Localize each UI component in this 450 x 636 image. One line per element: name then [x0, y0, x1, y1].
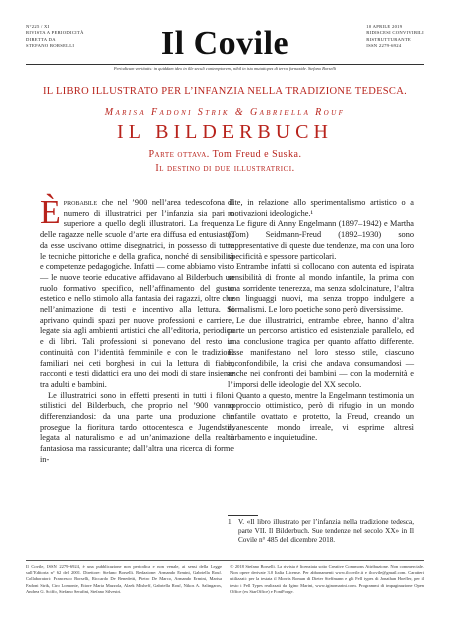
article-part: Parte ottava. [148, 149, 210, 160]
colophon-right: © 2018 Stefano Borselli. La rivista è licenziata sotto Creative Commons Attribuzione. Non commerciale. Non opere derivate 3.0 Italia License. Per abbonamenti www.ilcovile.it e ilcovile@gmail.com. Caratteri utilizzati: per la testata il Morris Roman di Dieter Steffmann e gli Fell types di Jonathan Hoefler, per il testo i Fell Types realizzati da Igino Marini, www.iginomarini.com. Programmi di impaginazione Open Office (ex StarOffice) e FontForge. [230, 564, 424, 594]
paragraph: Quanto a questo, mentre la Engelmann testimonia un approccio ottimistico, però di rifugio in un mondo infantile ovattato e protetto, la Freud, creando un evanescente mondo irreale, vi esprime altresì turbamento e inquietudine. [228, 390, 414, 443]
footnote-divider [228, 515, 258, 516]
masthead [26, 24, 424, 66]
footnote [228, 518, 414, 546]
periodicity-line: RIVISTA A PERIODICITÀ [26, 30, 84, 36]
article-part-names: Tom Freud e Suska. [212, 149, 302, 160]
article-authors: Marisa Fadoni Strik & Gabriella Rouf [104, 107, 346, 118]
colophon-divider [26, 560, 424, 561]
drop-cap: È [40, 194, 61, 231]
body-column-left [40, 194, 234, 466]
masthead-logo: Il Covile [160, 25, 290, 62]
paragraph: dite, in relazione allo sperimentalismo artistico o a motivazioni ideologiche.¹ [228, 198, 414, 218]
director-name: STEFANO BORSELLI [26, 43, 75, 49]
masthead-divider [26, 64, 424, 65]
masthead-tagline: Periodicum vertitatis: in quiddam ideo in ille seculi contemptorem, nihil in isto mutatiopes di terra fornaxide. Stefano Borselli [113, 66, 337, 71]
paragraph: Le illustratrici sono in effetti presenti in tutti i filoni stilistici del Bilderbuch, che proprio nel ’900 vanno differenziandosi: da una parte una produzione che prosegue la fioritura tardo ottocentesca e Jugendstil, legata al naturalismo e ad un’animazione della realtà fantasiosa ma rassicurante; dall’altra una ricerca di forme in- [40, 390, 234, 464]
colophon-left: Il Covile, ISSN 2279-6924, è una pubblicazione non periodica e non venale, ai sensi della Legge sull’Editoria n° 62 del 2001. Direttore: Stefano Borselli. Redazione: Armando Ermini, Gabriella Rouf. Collaboratori: Francesco Borselli, Riccardo De Benedetti, Pietro De Marco, Armando Ermini, Marisa Fadoni Strik, Ciro Lomonte, Ettore Maria Mazzola, Alzek Misheff, Gabriella Rouf, Nikos A. Salingaros, Andrea G. Sciffo, Stefano Serafini, Stefano Silvestri. [26, 564, 222, 594]
issue-number: N°225 / XI [26, 24, 50, 29]
paragraph [40, 194, 234, 391]
issn-line: ISSN 2279-6924 [366, 43, 402, 49]
right-info-line-3: RISTRUTTURANTE [366, 36, 412, 42]
directed-by-line: DIRETTA DA [26, 36, 56, 42]
article-title: IL BILDERBUCH [117, 121, 333, 143]
footnote-number: 1 [228, 518, 232, 526]
paragraph: Le due illustratrici, entrambe ebree, hanno d’altra parte un percorso artistico ed esistenziale parallelo, ed una conclusione tragica per quanto affatto differente. Esse manifestano nel loro stesso stile, ciascuno inconfondibile, la crisi che andava consumandosi — anche nei confronti dei bambini — con la modernità e l’imporsi delle ideologie del XX secolo. [228, 315, 414, 389]
issue-date: 10 APRILE 2019 [366, 24, 403, 29]
paragraph: Entrambe infatti si collocano con autenta ed ispirata sensibilità di fronte al mondo infantile, la prima con una sorridente tenerezza, ma senza sdolcinature, l’altra con linguaggi nuovi, ma senza troppo indulgere a formalismi. Le loro poetiche sono però diversissime. [228, 262, 414, 315]
body-column-right [228, 198, 414, 444]
paragraph: Le figure di Anny Engelmann (1897–1942) e Martha (Tom) Seidmann-Freud (1892–1930) sono rappresentative di queste due tendenze, ma con una loro specificità e spessore particolari. [228, 219, 414, 261]
masthead-right-info [366, 24, 424, 50]
right-info-line-2: RIDISCESI CONVIVIBILI [366, 30, 424, 36]
article-part-line [0, 149, 450, 160]
article-kicker: IL LIBRO ILLUSTRATO PER L’INFANZIA NELLA TRADIZIONE TEDESCA. [42, 86, 408, 97]
first-word: probabile [63, 198, 98, 207]
footnote-text: V. «Il libro illustrato per l’infanzia nella tradizione tedesca, parte VII. Il Bilderbuch. Sue tendenze nel secolo XX» in Il Covile n° 485 del dicembre 2018. [238, 518, 414, 545]
paragraph-text: che nel ’900 nell’area tedescofona il numero di illustratrici per l’infanzia sia pari o superiore a quello degli illustratori. La frequenza delle ragazze nelle scuole d’arte era diffusa ed entusiasta; da esse uscivano ottime disegnatrici, in possesso di tutte le tecniche pittoriche e della grafica, nonché di sensibilità e competenze pedagogiche. Infatti — come abbiamo visto — le nuove teorie educative affidavano al Bilderbuch un ruolo formativo specifico, nell’affinamento del gusto estetico e nello stimolo alla fantasia dei ragazzi, oltre che nell’animazione di testi e incentivo alla lettura. Si aprivano quindi spazi per nuove professioni e carriere, legate sia agli ambienti artistici che all’editoria, periodica e di libri. Tali professioni si ponevano del resto in continuità con l’identità femminile e con le tradizioni familiari nei ceti borghesi in cui la lettura di fiabe, racconti e testi didattici era uno dei modi di stare insieme tra adulti e bambini. [40, 198, 234, 389]
article-subtitle: Il destino di due illustratrici. [155, 163, 295, 174]
